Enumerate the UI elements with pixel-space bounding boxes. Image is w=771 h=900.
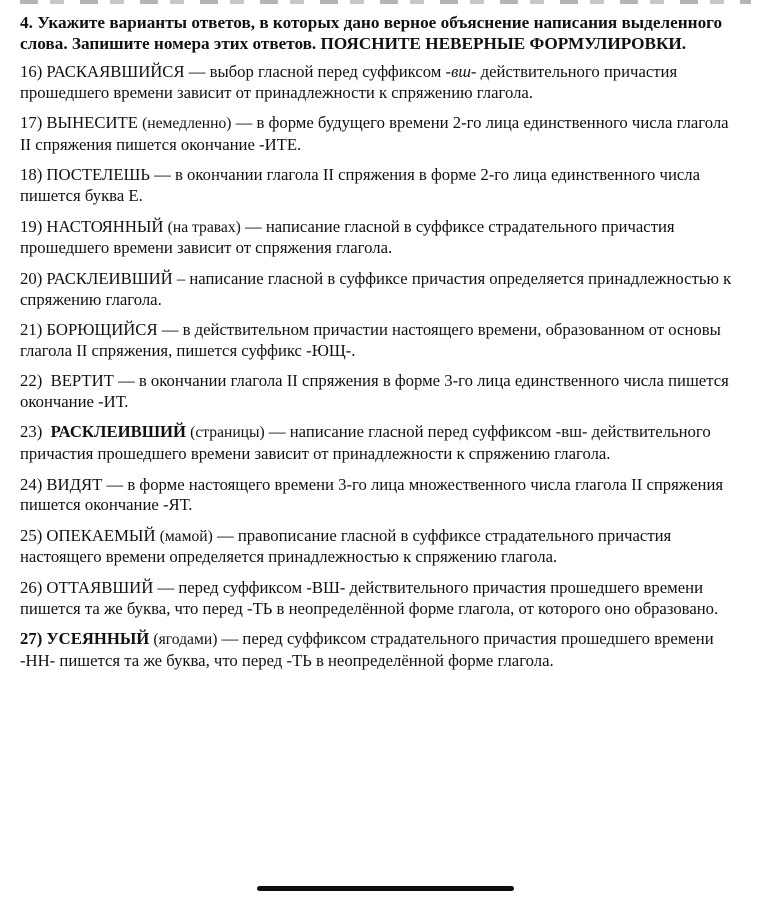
answer-item-24 [20,475,740,517]
item-word: НАСТОЯННЫЙ [46,216,164,236]
item-number: 16) [20,62,43,81]
item-context: (ягодами) [153,631,218,649]
answer-item-16 [20,62,740,104]
item-number: 26) [20,577,43,597]
answer-item-17 [20,113,740,156]
item-word: ВИДЯТ [46,474,103,494]
answer-item-18 [20,165,740,207]
item-number: 20) [20,268,43,288]
document-body [20,12,740,681]
item-word: ПОСТЕЛЕШЬ [46,165,150,185]
answer-item-26 [20,578,740,620]
item-number: 17) [20,113,43,133]
item-word: РАСКАЯВШИЙСЯ [46,62,185,81]
item-text: — выбор гласной перед суффиксом [184,62,446,81]
cropped-top-line [20,0,751,4]
item-text: — в окончании глагола II спряжения в форме 3-го лица единственного числа пишется окончание -ИТ. [20,371,729,411]
item-text: – написание гласной в суффиксе причастия определяется принадлежностью к спряжению глагола. [20,268,732,309]
item-number: 19) [20,216,43,236]
item-number: 18) [20,165,43,185]
item-word: РАСКЛЕИВШИЙ [46,268,173,288]
item-context: (на травах) [167,218,241,236]
item-word: ОТТАЯВШИЙ [46,577,154,597]
item-text: действительного причастия прошедшего времени зависит от принадлежности к спряжению глагола. [20,62,678,102]
item-number: 27) [20,629,43,649]
item-suffix: -вш- [445,62,477,81]
item-word: УСЕЯННЫЙ [46,629,150,649]
answer-item-20 [20,269,740,311]
item-word: ВЕРТИТ [50,371,114,391]
item-text: — в окончании глагола II спряжения в форме 2-го лица единственного числа пишется буква Е. [20,165,701,206]
item-text: — правописание гласной в суффиксе страдательного причастия настоящего времени определяется принадлежностью к спряжению глагола. [20,525,672,567]
answer-item-25 [20,526,740,569]
item-number: 22) [20,371,43,391]
item-text: — написание гласной перед суффиксом -вш- действительного причастия прошедшего времени зависит от принадлежности к спряжению глагола. [20,422,711,464]
home-indicator[interactable] [257,886,514,891]
answer-item-22 [20,371,740,413]
answer-item-19 [20,217,740,260]
item-number: 21) [20,319,43,339]
answer-item-23 [20,422,740,465]
answer-item-21 [20,320,740,362]
item-text: — перед суффиксом страдательного причастия прошедшего времени -НН- пишется та же буква, что перед -ТЬ в неопределённой форме глагола. [20,629,714,670]
answer-item-27 [20,629,740,672]
item-text: — написание гласной в суффиксе страдательного причастия прошедшего времени зависит от спряжения глагола. [20,216,675,258]
item-text: — в форме настоящего времени 3-го лица множественного числа глагола II спряжения пишется окончание -ЯТ. [20,474,724,515]
item-text: — перед суффиксом -ВШ- действительного причастия прошедшего времени пишется та же буква, что перед -ТЬ в неопределённой форме глагола, от которого оно образовано. [20,577,719,618]
item-number: 25) [20,525,43,545]
item-context: (немедленно) [142,115,232,133]
item-word: ВЫНЕСИТЕ [46,113,138,133]
item-number: 23) [20,422,43,442]
task-heading: 4. Укажите варианты ответов, в которых дано верное объяснение написания выделенного слова. Запишите номера этих ответов. ПОЯСНИТЕ НЕВЕРНЫЕ ФОРМУЛИРОВКИ. [20,13,723,53]
item-text: — в форме будущего времени 2-го лица единственного числа глагола II спряжения пишется окончание -ИТЕ. [20,113,729,154]
item-context: (мамой) [159,527,213,545]
item-word: ОПЕКАЕМЫЙ [46,525,156,545]
item-word: БОРЮЩИЙСЯ [46,319,158,339]
item-context: (страницы) [190,424,265,442]
item-word: РАСКЛЕИВШИЙ [50,422,186,442]
item-text: — в действительном причастии настоящего времени, образованном от основы глагола II спряжения, пишется суффикс -ЮЩ-. [20,319,721,360]
item-number: 24) [20,474,43,494]
